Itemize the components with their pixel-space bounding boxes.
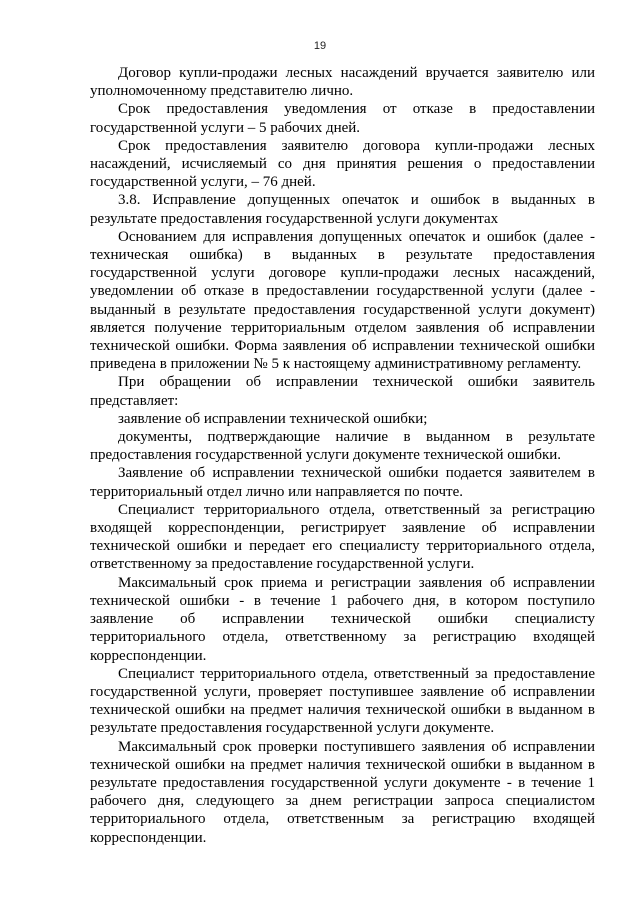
paragraph: Заявление об исправлении технической ошибки подается заявителем в территориальный отдел лично или направляется по почте. (90, 465, 595, 500)
paragraph: Основанием для исправления допущенных опечаток и ошибок (далее - техническая ошибка) в выданных в результате предоставления государственной услуги договоре купли-продажи лесных насаждений, уведомлении об отказе в предоставлении государственной услуги (далее - выданный в результате предоставления государственной услуги документ) является получение территориальным отделом заявления об исправлении технической ошибки. Форма заявления об исправлении технической ошибки приведена в приложении № 5 к настоящему административному регламенту. (90, 228, 595, 373)
section-heading: 3.8. Исправление допущенных опечаток и ошибок в выданных в результате предоставления государственной услуги документах (90, 192, 595, 227)
paragraph: При обращении об исправлении технической ошибки заявитель представляет: (90, 374, 595, 409)
document-body (90, 64, 595, 847)
paragraph: Договор купли-продажи лесных насаждений вручается заявителю или уполномоченному представителю лично. (90, 65, 595, 100)
paragraph: Специалист территориального отдела, ответственный за предоставление государственной услуги, проверяет поступившее заявление об исправлении технической ошибки на предмет наличия технической ошибки в выданном в результате предоставления государственной услуги документе. (90, 665, 595, 737)
paragraph: Специалист территориального отдела, ответственный за регистрацию входящей корреспонденции, регистрирует заявление об исправлении технической ошибки и передает его специалисту территориального отдела, ответственному за предоставление государственной услуги. (90, 501, 595, 573)
paragraph: Максимальный срок проверки поступившего заявления об исправлении технической ошибки на предмет наличия технической ошибки в выданном в результате предоставления государственной услуги документе - в течение 1 рабочего дня, следующего за днем регистрации запроса специалистом территориального отдела, ответственным за регистрацию входящей корреспонденции. (90, 738, 595, 846)
list-item: документы, подтверждающие наличие в выданном в результате предоставления государственной услуги документе технической ошибки. (90, 429, 595, 464)
paragraph: Срок предоставления уведомления от отказе в предоставлении государственной услуги – 5 рабочих дней. (90, 101, 595, 136)
list-item: заявление об исправлении технической ошибки; (118, 410, 428, 427)
paragraph: Срок предоставления заявителю договора купли-продажи лесных насаждений, исчисляемый со дня принятия решения о предоставлении государственной услуги, – 76 дней. (90, 137, 595, 191)
paragraph: Максимальный срок приема и регистрации заявления об исправлении технической ошибки - в течение 1 рабочего дня, в котором поступило заявление об исправлении технической ошибки специалисту территориального отдела, ответственному за регистрацию входящей корреспонденции. (90, 574, 595, 664)
page-number: 19 (313, 40, 327, 52)
